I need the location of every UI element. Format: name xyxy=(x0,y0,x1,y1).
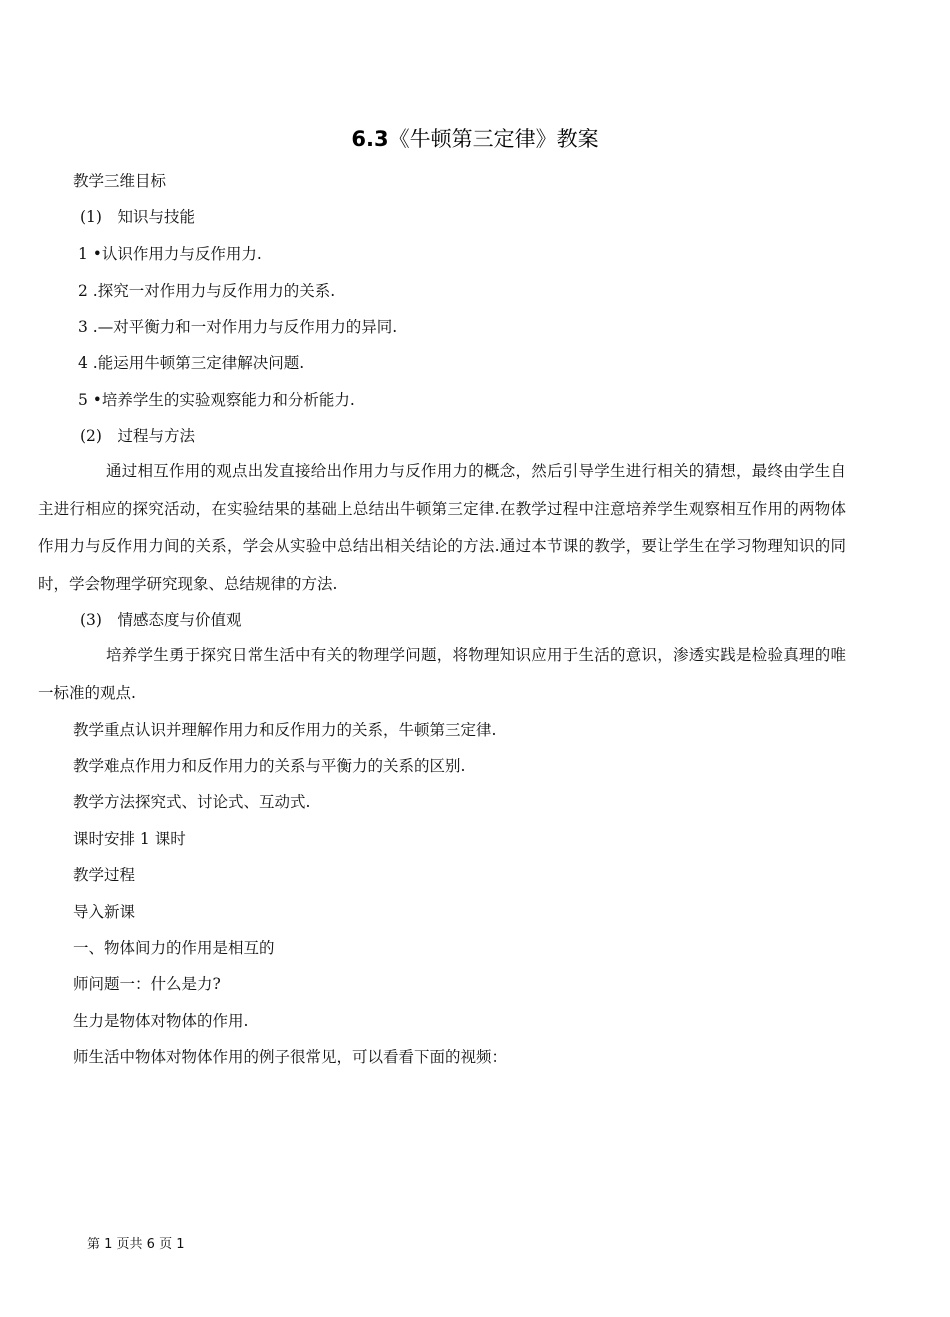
goal-item-1: 1 •认识作用力与反作用力. xyxy=(78,245,262,263)
goal-item-3: 3 .—对平衡力和一对作用力与反作用力的异同. xyxy=(78,318,398,336)
section-knowledge-skills: (1) 知识与技能 xyxy=(80,208,195,226)
process-methods-paragraph: 通过相互作用的观点出发直接给出作用力与反作用力的概念，然后引导学生进行相关的猜想，最终由学生自主进行相应的探究活动，在实验结果的基础上总结出牛顿第三定律.在教学过程中注意培养学生观察相互作用的两物体作用力与反作用力间的关系，学会从实验中总结出相关结论的方法.通过本节课的教学，要让学生在学习物理知识的同时，学会物理学研究现象、总结规律的方法. xyxy=(38,462,846,593)
attitudes-paragraph: 培养学生勇于探究日常生活中有关的物理学问题，将物理知识应用于生活的意识，渗透实践是检验真理的唯一标准的观点. xyxy=(38,646,846,702)
teacher-question-1: 师问题一：什么是力? xyxy=(73,975,221,993)
teaching-process: 教学过程 xyxy=(73,866,136,884)
goal-item-5: 5 •培养学生的实验观察能力和分析能力. xyxy=(78,391,355,409)
title-text: 《牛顿第三定律》教案 xyxy=(388,127,599,151)
goals-heading: 教学三维目标 xyxy=(73,172,167,190)
section-process-methods: (2) 过程与方法 xyxy=(80,427,195,445)
part-one-heading: 一、物体间力的作用是相互的 xyxy=(73,939,275,957)
student-answer-1: 生力是物体对物体的作用. xyxy=(73,1012,249,1030)
intro-new-lesson: 导入新课 xyxy=(73,903,136,921)
title-number: 6.3 xyxy=(351,127,389,151)
document-title xyxy=(0,124,950,154)
difficulties: 教学难点作用力和反作用力的关系与平衡力的关系的区别. xyxy=(73,757,466,775)
section-attitudes-values: (3) 情感态度与价值观 xyxy=(80,611,242,629)
teacher-statement-1: 师生活中物体对物体作用的例子很常见，可以看看下面的视频： xyxy=(73,1048,508,1066)
teaching-methods: 教学方法探究式、讨论式、互动式. xyxy=(73,793,311,811)
schedule: 课时安排 1 课时 xyxy=(73,830,186,848)
goal-item-4: 4 .能运用牛顿第三定律解决问题. xyxy=(78,354,305,372)
goal-item-2: 2 .探究一对作用力与反作用力的关系. xyxy=(78,282,336,300)
page-footer: 第 1 页共 6 页 1 xyxy=(87,1237,185,1252)
key-points: 教学重点认识并理解作用力和反作用力的关系，牛顿第三定律. xyxy=(73,721,497,739)
